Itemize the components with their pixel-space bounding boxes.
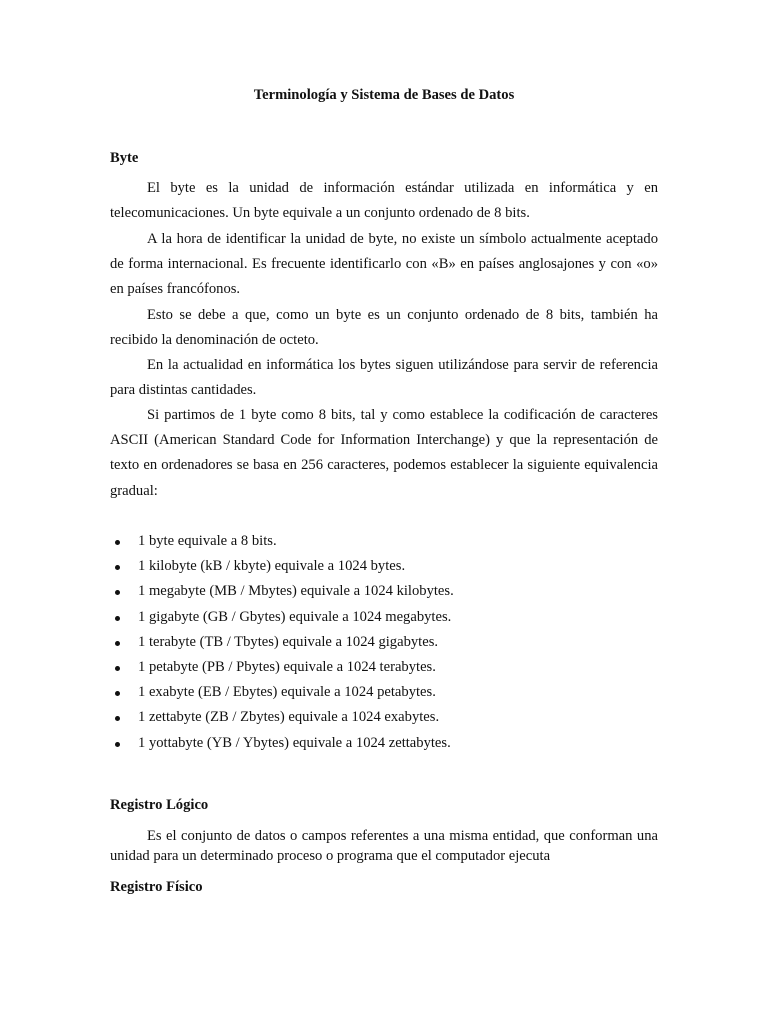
section-heading-registro-fisico: Registro Físico [110,879,203,895]
bullet-icon [115,691,120,696]
list-item [110,655,658,680]
list-item-text: 1 byte equivale a 8 bits. [138,533,277,549]
list-item-text: 1 yottabyte (YB / Ybytes) equivale a 1024 zettabytes. [138,734,451,751]
section-heading-registro-logico: Registro Lógico [110,797,209,813]
list-item-text: 1 terabyte (TB / Tbytes) equivale a 1024 gigabytes. [138,633,439,650]
section-heading-byte: Byte [110,150,139,166]
document-title: Terminología y Sistema de Bases de Datos [253,87,515,103]
byte-equivalence-list [110,529,658,756]
list-item-text: 1 megabyte (MB / Mbytes) equivale a 1024 kilobytes. [138,583,454,600]
bullet-icon [115,540,120,545]
bullet-icon [115,716,120,721]
paragraph: Esto se debe a que, como un byte es un conjunto ordenado de 8 bits, también ha recibido la denominación de octeto. [110,307,658,349]
list-item [110,705,658,730]
list-item [110,529,658,554]
list-item-text: 1 gigabyte (GB / Gbytes) equivale a 1024 megabytes. [138,608,452,625]
list-item [110,731,658,756]
paragraph: Si partimos de 1 byte como 8 bits, tal y como establece la codificación de caracteres ASCII (American Standard Code for Information Interchange) y que la representación de texto en ordenadores se basa en 256 caracteres, podemos establecer la siguiente equivalencia gradual: [110,407,658,499]
list-item-text: 1 exabyte (EB / Ebytes) equivale a 1024 petabytes. [138,684,436,701]
list-item [110,554,658,579]
bullet-icon [115,590,120,595]
paragraph: Es el conjunto de datos o campos referentes a una misma entidad, que conforman una unidad para un determinado proceso o programa que el computador ejecuta [110,828,658,864]
bullet-icon [115,742,120,747]
list-item [110,630,658,655]
list-item [110,579,658,604]
paragraph: A la hora de identificar la unidad de byte, no existe un símbolo actualmente aceptado de forma internacional. Es frecuente identificarlo con «B» en países anglosajones y con «o» en países francófonos. [110,231,658,298]
paragraph: En la actualidad en informática los bytes siguen utilizándose para servir de referencia para distintas cantidades. [110,357,658,399]
paragraph: El byte es la unidad de información estándar utilizada en informática y en telecomunicaciones. Un byte equivale a un conjunto ordenado de 8 bits. [110,180,658,222]
list-item-text: 1 petabyte (PB / Pbytes) equivale a 1024 terabytes. [138,658,436,675]
bullet-icon [115,666,120,671]
bullet-icon [115,616,120,621]
list-item-text: 1 zettabyte (ZB / Zbytes) equivale a 1024 exabytes. [138,709,440,726]
list-item-text: 1 kilobyte (kB / kbyte) equivale a 1024 bytes. [138,558,406,575]
bullet-icon [115,565,120,570]
list-item [110,605,658,630]
bullet-icon [115,641,120,646]
list-item [110,680,658,705]
